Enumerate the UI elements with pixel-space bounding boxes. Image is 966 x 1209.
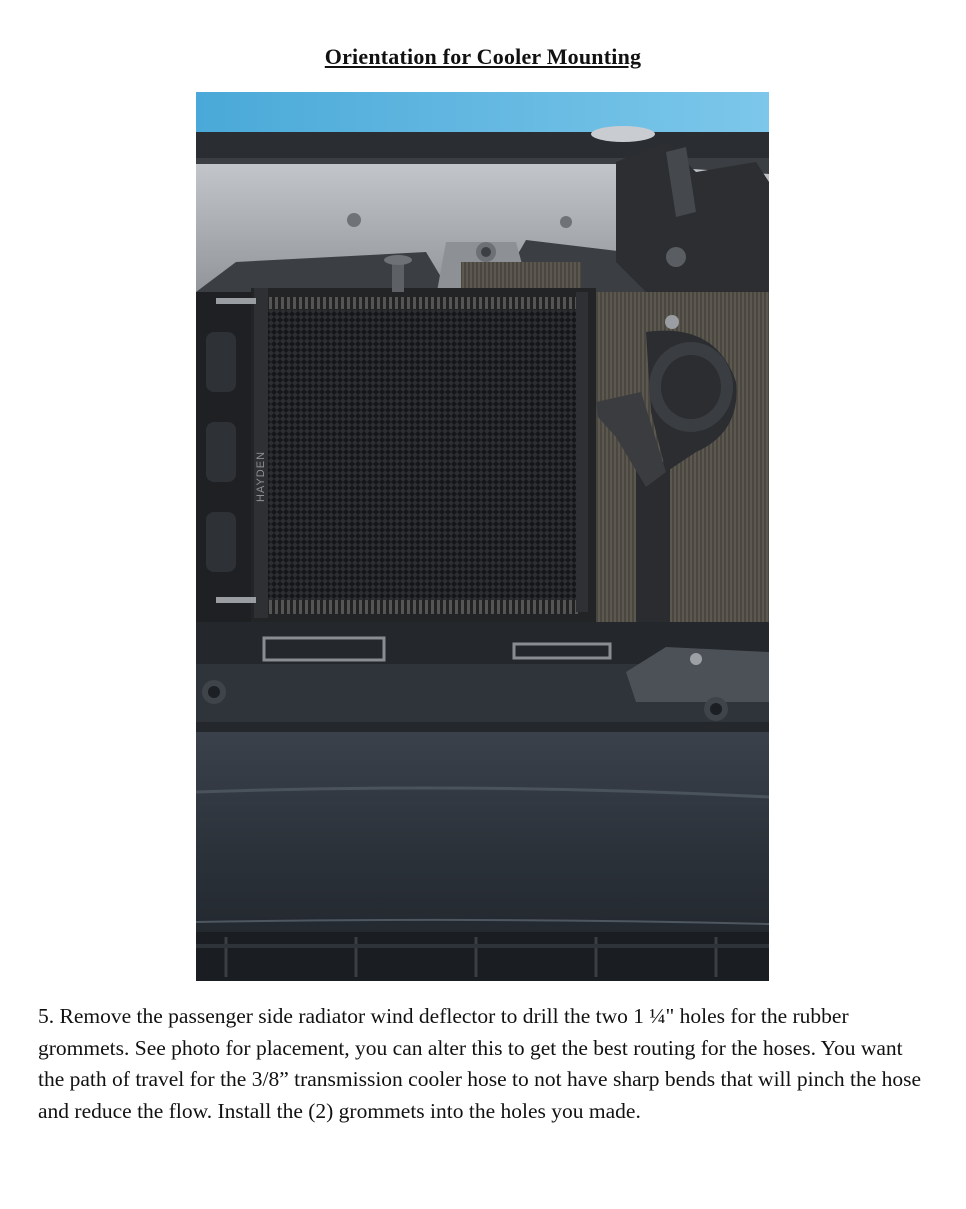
cooler-brand-label: HAYDEN bbox=[255, 450, 267, 502]
radiator-cap bbox=[591, 126, 655, 142]
cooler-mounting-photo bbox=[196, 92, 769, 981]
cooler-fins bbox=[268, 310, 578, 600]
step-5-instructions: 5. Remove the passenger side radiator wind deflector to drill the two 1 ¼" holes for the rubber grommets. See photo for placement, you can alter this to get the best routing for the hoses. You want the path of travel for the 3/8” transmission cooler hose to not have sharp bends that will pinch the hose and reduce the flow. Install the (2) grommets into the holes you made. bbox=[38, 1004, 922, 1123]
upper-fitting bbox=[216, 298, 256, 304]
grille-lower bbox=[196, 932, 769, 981]
lower-fitting bbox=[216, 597, 256, 603]
page-title: Orientation for Cooler Mounting bbox=[324, 44, 642, 69]
